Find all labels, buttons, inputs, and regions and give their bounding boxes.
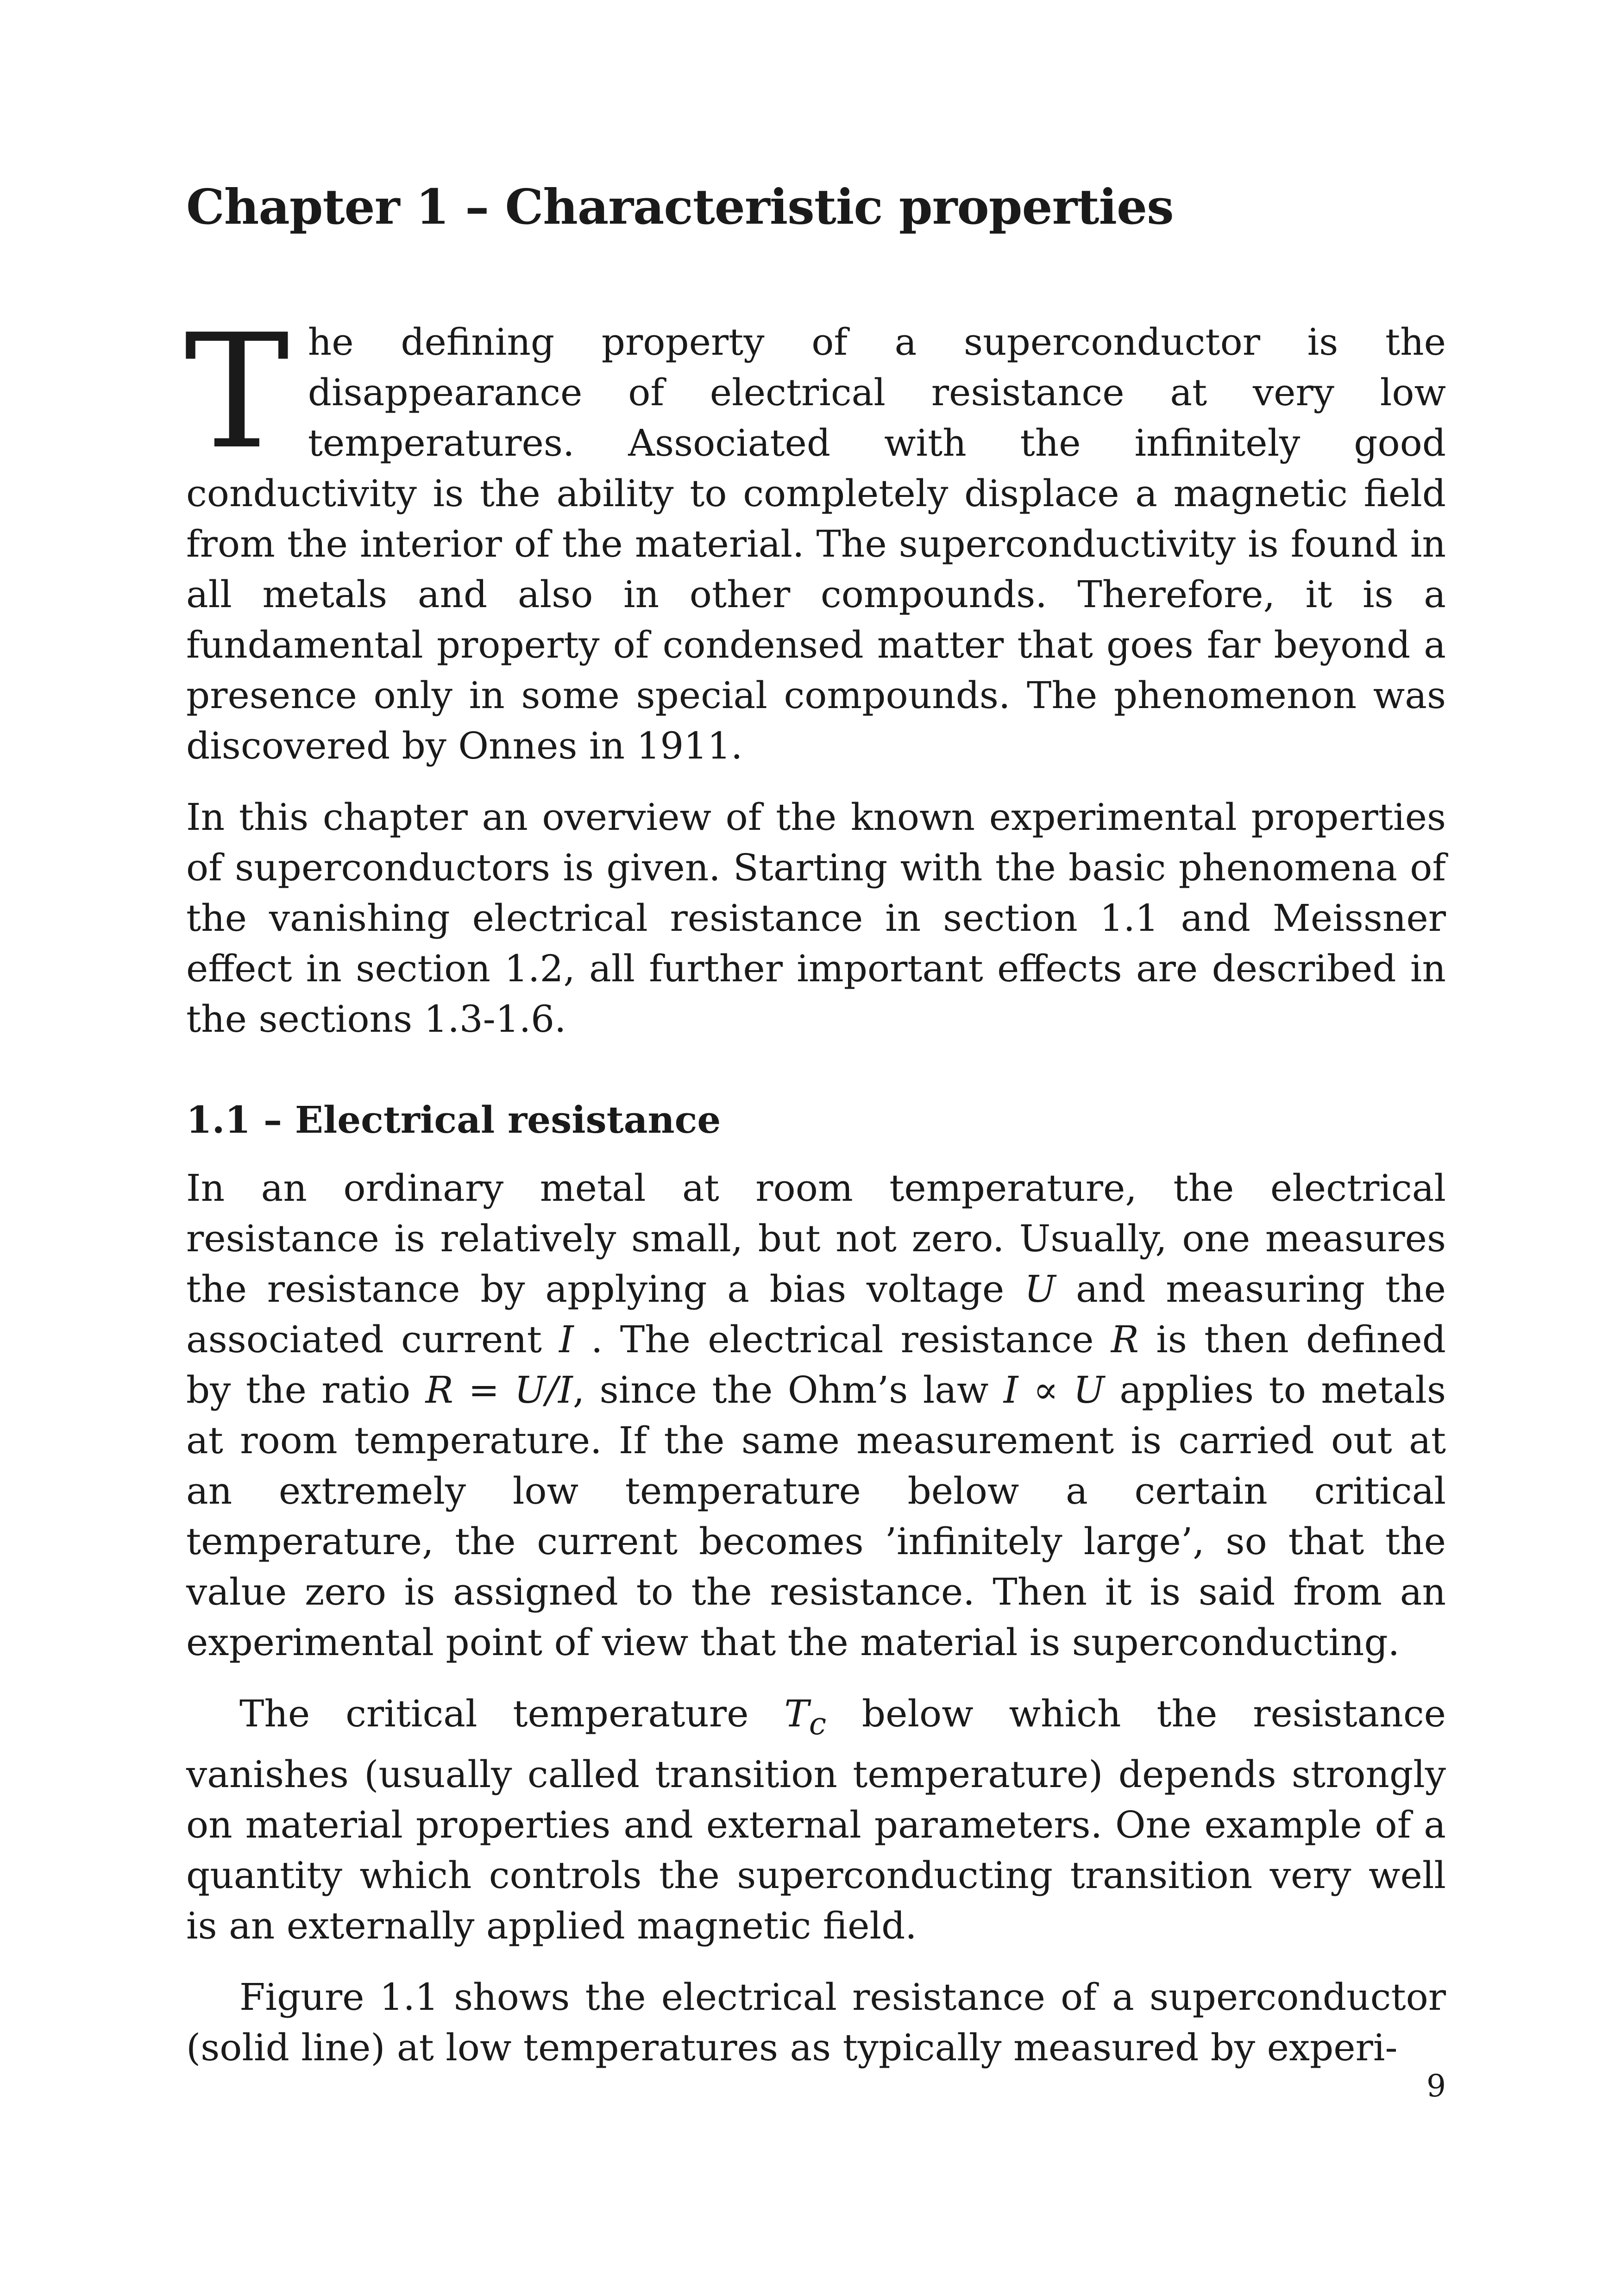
math-symbol: T [784,1692,809,1736]
math-current-symbol: I [559,1318,574,1361]
text-run: below which the resistance vanishes (usually called transition temperature) depends strongly on material properties and external parameters. One example of a quantity which controls the superconducting transition very well is an externally applied magnetic field. [186,1692,1446,1948]
page-number: 9 [1426,2068,1446,2104]
section-1-1-paragraph-2 [186,1688,1446,1951]
intro-paragraph-2: In this chapter an overview of the known experimental properties of superconductors is given. Starting with the basic phenomena of the vanishing electrical resistance in section 1.1 and Meissner effect in section 1.2, all further important effects are described in the sections 1.3-1.6. [186,796,1446,1041]
math-ohms-law: I ∝ U [1003,1368,1105,1412]
section-1-1-paragraph-1 [186,1163,1446,1668]
intro-paragraph-1-text: he defining property of a superconductor is the disappearance of electrical resistance at very low temperatures. Associated with the infinitely good conductivity is the ability to completely displace a magnetic field from the interior of the material. The superconductivity is found in all metals and also in other compounds. Therefore, it is a fundamental property of condensed matter that goes far beyond a presence only in some special compounds. The phenomenon was discovered by Onnes in 1911. [186,320,1446,768]
chapter-title: Chapter 1 – Characteristic properties [186,178,1174,235]
text-run: The critical temperature [239,1692,785,1736]
math-critical-temperature [784,1692,827,1742]
section-title-1-1: 1.1 – Electrical resistance [186,1098,721,1142]
text-run: applies to metals at room temperature. If the same measurement is carried out at an extremely low temperature below a certain critical temperature, the current becomes ’infinitely large’, so that the value zero is assigned to the resistance. Then it is said from an experimental point of view that the material is superconducting. [186,1368,1446,1664]
text-run: , since the Ohm’s law [572,1368,1004,1412]
drop-cap: T [184,301,289,484]
text-run: . The electrical resistance [573,1318,1111,1361]
intro-paragraph-1 [184,301,1446,771]
text-run: In an ordinary metal at room temperature, the electrical resistance is relatively small, but not zero. Usually, one measures the resistance by applying a bias voltage [186,1167,1446,1311]
math-voltage-symbol: U [1024,1267,1056,1311]
text-run: and measuring the associated current [186,1267,1446,1361]
math-resistance-symbol: R [1111,1318,1139,1361]
text-run: is then defined by the ratio [186,1318,1446,1412]
math-subscript: c [809,1706,827,1742]
math-resistance-formula: R = U/I [425,1368,573,1412]
section-1-1-paragraph-3: Figure 1.1 shows the electrical resistance of a superconductor (solid line) at low temperatures as typically measured by experi- [186,1976,1446,2070]
page-body [184,178,1446,2073]
